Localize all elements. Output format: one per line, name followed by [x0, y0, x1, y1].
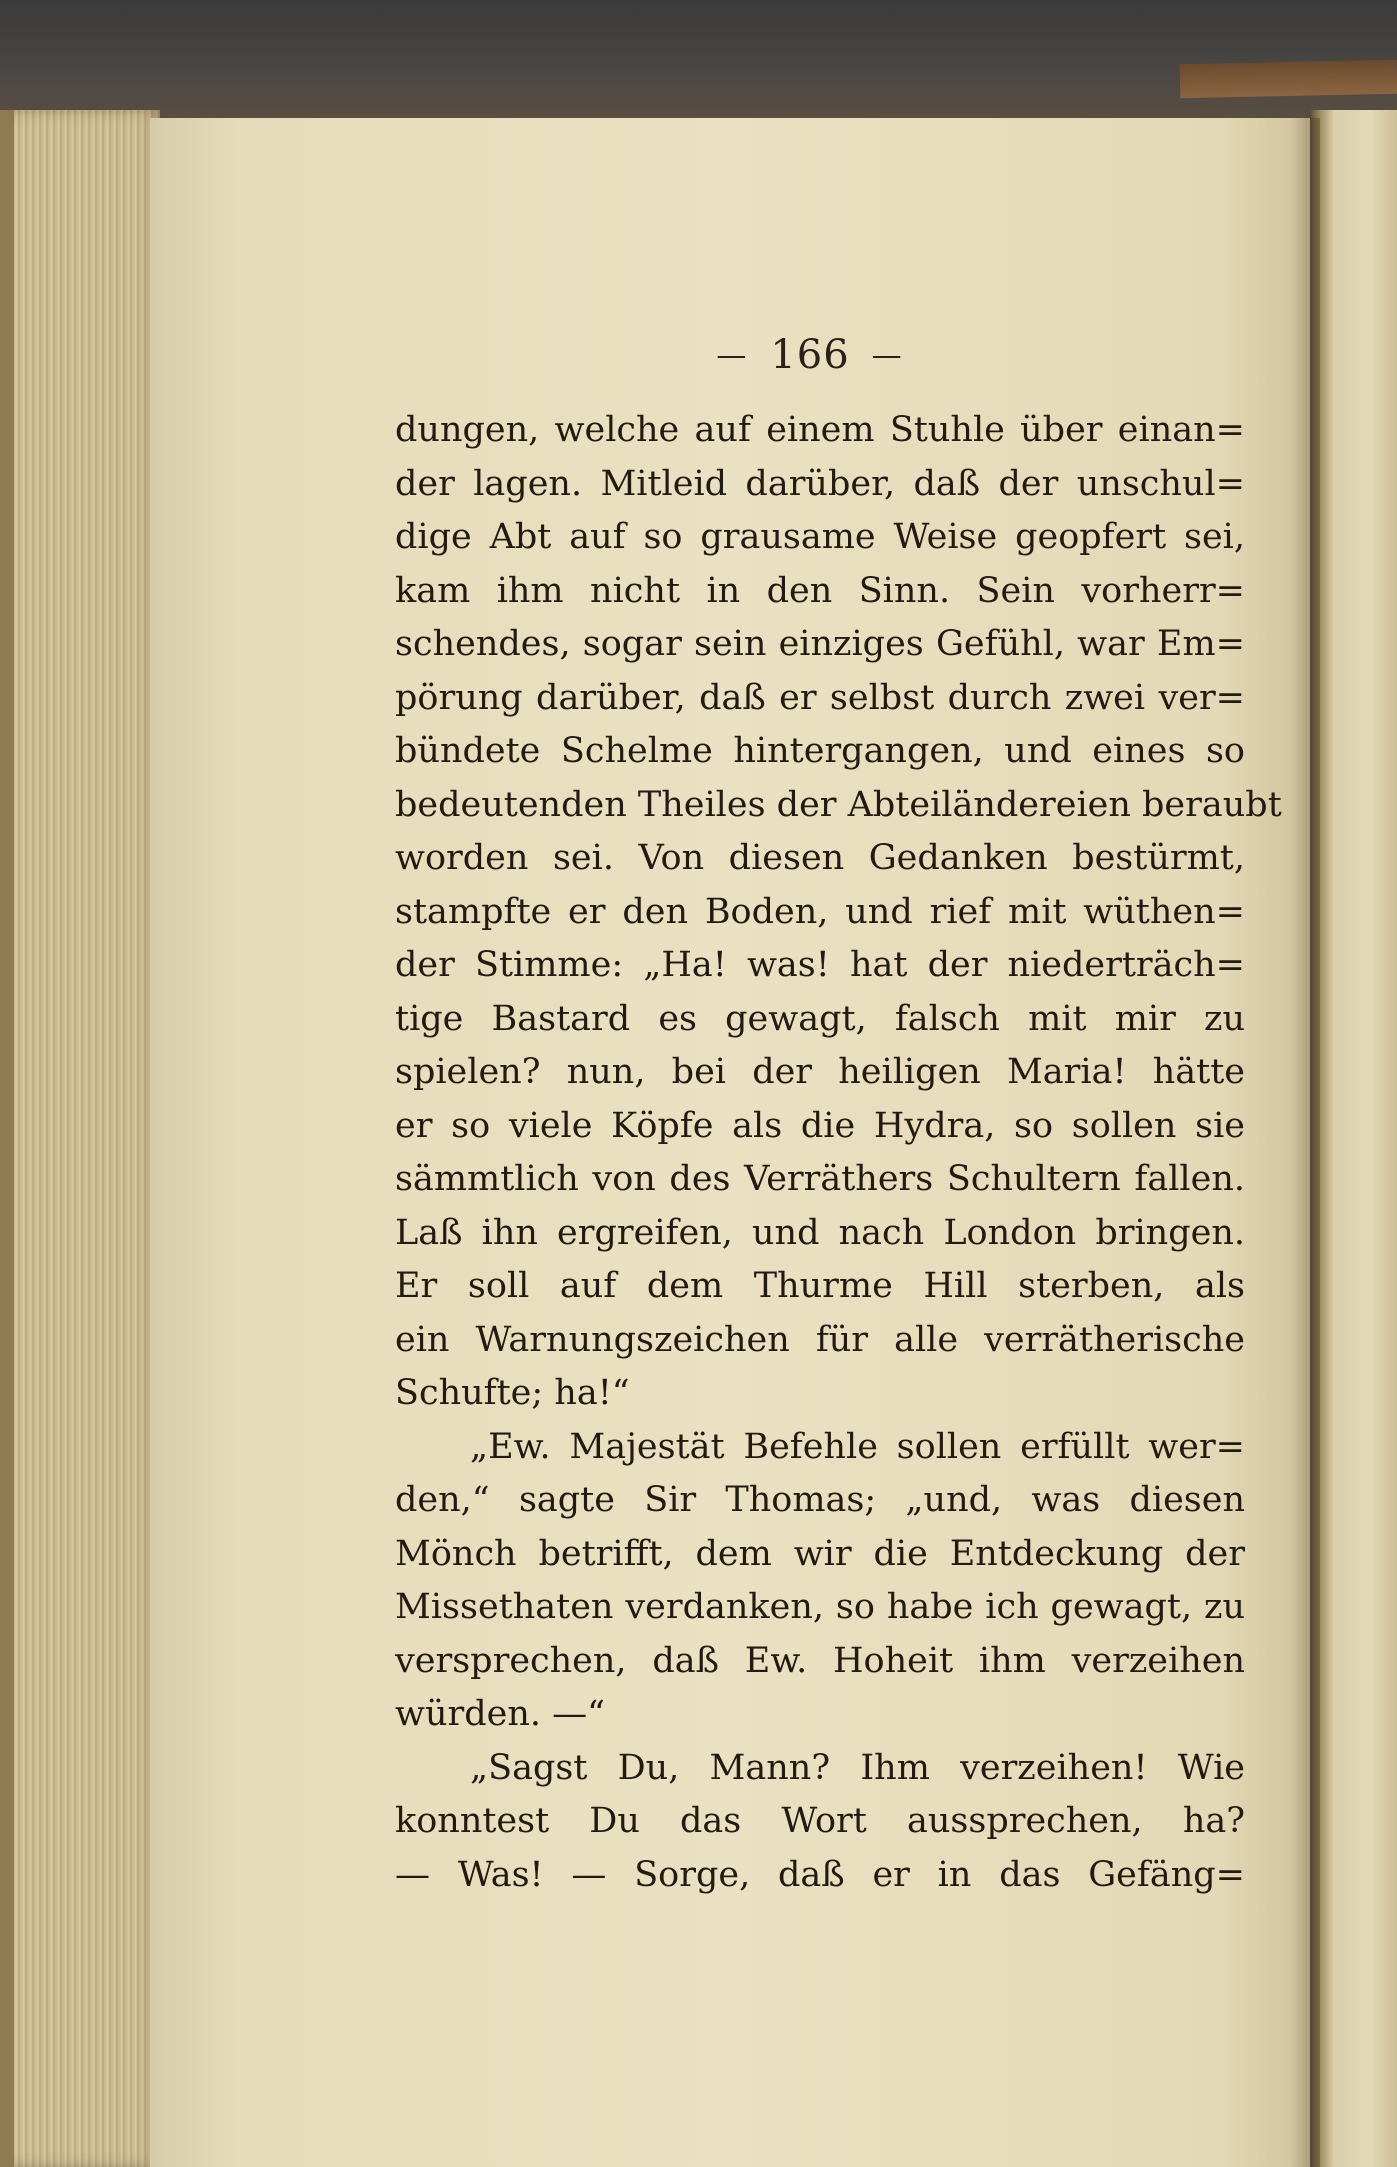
text-line: der lagen. Mitleid darüber, daß der unschul= [395, 463, 1245, 504]
binding-ribbon [1180, 60, 1397, 99]
page-number: 166 [770, 332, 850, 378]
text-line: spielen? nun, bei der heiligen Maria! hätte [395, 1052, 1245, 1092]
text-line: bedeutenden Theiles der Abteiländereien beraubt [395, 784, 1282, 825]
text-line: worden sei. Von diesen Gedanken bestürmt, [395, 838, 1245, 878]
body-text [395, 404, 1282, 1902]
text-line: dige Abt auf so grausame Weise geopfert sei, [395, 517, 1245, 557]
page-edges [0, 110, 160, 2167]
gutter-shadow [1290, 118, 1320, 2167]
text-line: — Was! — Sorge, daß er in das Gefäng= [395, 1854, 1245, 1895]
text-line: sämmtlich von des Verräthers Schultern fallen. [395, 1159, 1245, 1199]
text-line: schendes, sogar sein einziges Gefühl, war Em= [395, 624, 1245, 664]
book-binding-top [0, 0, 1397, 120]
text-line: „Ew. Majestät Befehle sollen erfüllt wer= [470, 1426, 1245, 1467]
text-line: Laß ihn ergreifen, und nach London bringen. [395, 1212, 1245, 1253]
text-line: ein Warnungszeichen für alle verrätherische [395, 1319, 1245, 1360]
cover-edge [0, 110, 14, 2167]
facing-page-edge [1310, 110, 1397, 2167]
text-line: stampfte er den Boden, und rief mit wüthen= [395, 891, 1245, 932]
text-line: würden. —“ [395, 1694, 606, 1734]
text-line: Mönch betrifft, dem wir die Entdeckung der [395, 1533, 1245, 1574]
text-line: pörung darüber, daß er selbst durch zwei ver= [395, 677, 1245, 718]
text-line: kam ihm nicht in den Sinn. Sein vorherr= [395, 570, 1245, 611]
text-line: er so viele Köpfe als die Hydra, so sollen sie [395, 1105, 1245, 1146]
text-line: Missethaten verdanken, so habe ich gewagt, zu [395, 1587, 1245, 1627]
text-line: konntest Du das Wort aussprechen, ha? [395, 1801, 1245, 1841]
text-line: tige Bastard es gewagt, falsch mit mir zu [395, 998, 1245, 1039]
text-line: dungen, welche auf einem Stuhle über einan= [395, 410, 1245, 450]
page-header [680, 325, 940, 385]
text-line: Schufte; ha!“ [395, 1373, 630, 1413]
header-dash-left: — [716, 337, 749, 373]
text-line: der Stimme: „Ha! was! hat der niederträch= [395, 945, 1245, 985]
text-line: bündete Schelme hintergangen, und eines so [395, 731, 1245, 771]
text-line: versprechen, daß Ew. Hoheit ihm verzeihen [395, 1640, 1245, 1681]
text-line: den,“ sagte Sir Thomas; „und, was diesen [395, 1480, 1245, 1520]
header-dash-right: — [871, 337, 904, 373]
text-line: Er soll auf dem Thurme Hill sterben, als [395, 1266, 1245, 1306]
text-line: „Sagst Du, Mann? Ihm verzeihen! Wie [470, 1747, 1245, 1788]
